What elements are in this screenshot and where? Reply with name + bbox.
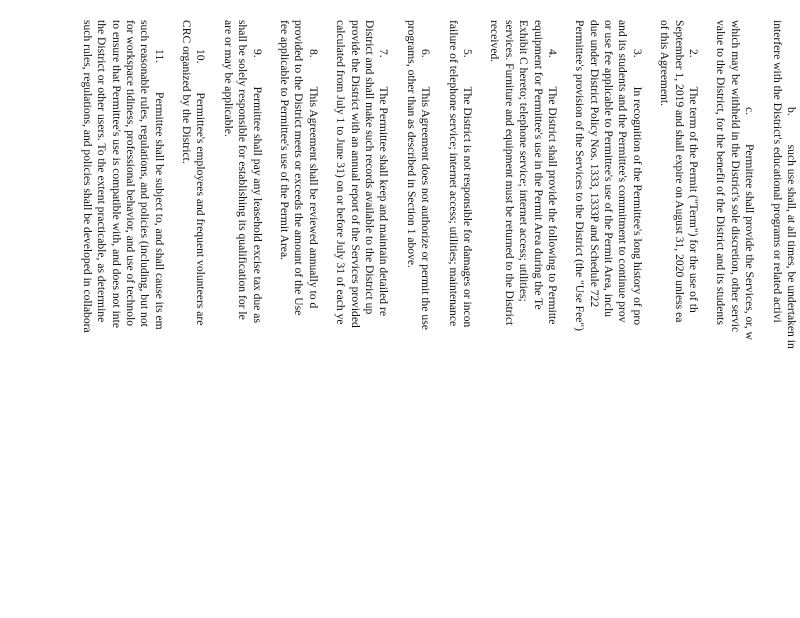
text-line: for workspace tidiness, professional behavior, and use of technolo (123, 20, 137, 327)
text-line: calculated from July 1 to June 31) on or before July 31 of each ye (334, 20, 348, 325)
text-line: the District or other users. To the extent practicable, as determine (95, 20, 109, 323)
text-line: provide the District with an annual report of the Services provided (348, 20, 362, 328)
text-line: due under District Policy Nos. 1333, 1333P and Schedule 722 (587, 20, 601, 308)
text-line: provided to the District meets or exceeds the amount of the Use (292, 20, 306, 316)
text-line: 4. The District shall provide the following to Permitte (545, 20, 559, 325)
document-body (79, 20, 798, 580)
text-line: equipment for Permittee's use in the Permit Area during the Te (531, 20, 545, 310)
text-line: CRC organized by the District. (180, 20, 194, 164)
text-line: District and shall make such records available to the District up (363, 20, 377, 315)
text-line: and its students and the Permittee's commitment to continue prov (616, 20, 630, 323)
text-line: 6. This Agreement does not authorize or permit the use (419, 20, 433, 330)
text-line: 10. Permittee's employees and frequent volunteers are (194, 20, 208, 326)
text-line: such reasonable rules, regulations, and policies (including, but not (138, 20, 152, 327)
text-line: failure of telephone service; internet access; utilities; maintenance (446, 20, 460, 327)
text-line: c. Permittee shall provide the Services, or, w (743, 20, 757, 340)
paragraph-1c (713, 20, 756, 580)
paragraph-3 (572, 20, 644, 580)
text-line: 5. The District is not responsible for damages or incon (460, 20, 474, 328)
text-line: which may be withheld in the District's sole discretion, other servic (728, 20, 742, 333)
paragraph-8 (277, 20, 320, 580)
text-line: programs, other than as described in Section 1 above. (404, 20, 418, 268)
text-line: September 1, 2019 and shall expire on August 31, 2020 unless ea (672, 20, 686, 323)
text-line: b. such use shall, at all times, be undertaken in (785, 20, 798, 349)
text-line: 9. Permittee shall pay any leasehold excise tax due as (250, 20, 264, 323)
text-line: or use fee applicable to Permittee's use of the Permit Area, inclu (602, 20, 616, 317)
text-line: 7. The Permittee shall keep and maintain detailed re (377, 20, 391, 316)
paragraph-1b (769, 20, 798, 580)
paragraph-2 (657, 20, 700, 580)
text-line: interfere with the District's educational programs or related activi (770, 20, 784, 323)
text-line: fee applicable to Permittee's use of the Permit Area. (278, 20, 292, 260)
text-line: 11. Permittee shall be subject to, and shall cause its em (152, 20, 166, 330)
text-line: services. Furniture and equipment must be returned to the District (502, 20, 516, 326)
text-line: value to the District, for the benefit of the District and its students (714, 20, 728, 325)
text-line: Permittee's provision of the Services to the District (the "Use Fee") (573, 20, 587, 331)
text-line: 2. The term of the Permit ("Term") for the use of th (687, 20, 701, 313)
paragraph-7 (333, 20, 391, 580)
text-line: 8. This Agreement shall be reviewed annually to d (306, 20, 320, 309)
text-line: of this Agreement. (658, 20, 672, 106)
text-line: shall be solely responsible for establishing its qualification for le (236, 20, 250, 320)
paragraph-5 (445, 20, 474, 580)
text-line: to ensure that Permittee's use is compatible with, and does not inte (109, 20, 123, 328)
paragraph-9 (221, 20, 264, 580)
text-line: are or may be applicable. (221, 20, 235, 137)
paragraph-10 (179, 20, 208, 580)
text-line: received. (488, 20, 502, 63)
text-line: Exhibit C hereto; telephone service; internet access; utilities; (517, 20, 531, 302)
text-line: such rules, regulations, and policies shall be developed in collabora (80, 20, 94, 333)
text-line: 3. In recognition of the Permittee's long history of pro (630, 20, 644, 326)
paragraph-6 (403, 20, 432, 580)
paragraph-4 (487, 20, 559, 580)
rotated-document-page (80, 20, 800, 580)
paragraph-11 (79, 20, 165, 580)
